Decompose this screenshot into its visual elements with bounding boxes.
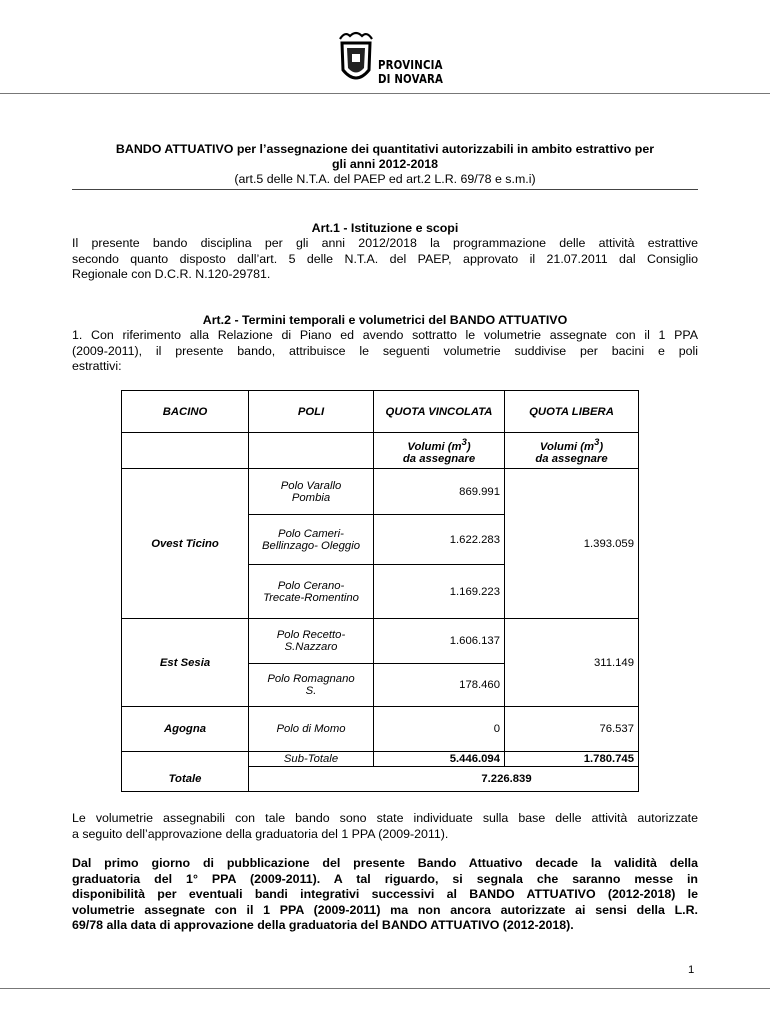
vincolata-cell: 178.460 bbox=[374, 664, 505, 707]
polo-cell: Polo Cameri- Bellinzago- Oleggio bbox=[249, 515, 374, 565]
art1-heading: Art.1 - Istituzione e scopi bbox=[311, 221, 459, 235]
coat-of-arms-icon bbox=[336, 30, 376, 90]
libera-cell: 311.149 bbox=[505, 619, 639, 707]
province-logo bbox=[336, 30, 446, 92]
document-subtitle: (art.5 delle N.T.A. del PAEP ed art.2 L.R. 69/78 e s.m.i) bbox=[234, 172, 536, 186]
total-row bbox=[122, 767, 639, 792]
vincolata-cell: 1.606.137 bbox=[374, 619, 505, 664]
polo-cell: Polo Cerano- Trecate-Romentino bbox=[249, 565, 374, 619]
table-row bbox=[122, 469, 639, 515]
validity-paragraph: Dal primo giorno di pubblicazione del presente Bando Attuativo decade la validità della graduatoria del 1° PPA (2009-2011). A tal riguardo, si segnala che saranno messe in disponibilità per eventuali bandi integrativi successivi al BANDO ATTUATIVO (2012-2018) le volumetrie assegnate con il 1 PPA (2009-2011) ma non ancora autorizzate ai sensi della L.R. 69/78 alla data di approvazione della graduatoria del BANDO ATTUATIVO (2012-2018). bbox=[72, 856, 698, 932]
volumi-vincolata-header: Volumi $(m^3)$ da assegnare bbox=[374, 433, 505, 469]
vincolata-cell: 869.991 bbox=[374, 469, 505, 515]
bacino-cell: Est Sesia bbox=[122, 619, 249, 707]
table-row bbox=[122, 619, 639, 664]
bacino-cell: Ovest Ticino bbox=[122, 469, 249, 619]
libera-cell: 1.393.059 bbox=[505, 469, 639, 619]
after-table-paragraph: Le volumetrie assegnabili con tale bando sono state individuate sulla base delle attività autorizzate a seguito dell’approvazione della graduatoria del 1 PPA (2009-2011). bbox=[72, 811, 698, 841]
polo-cell: Polo Varallo Pombia bbox=[249, 469, 374, 515]
subtotal-vincolata: 5.446.094 bbox=[374, 752, 505, 767]
logo-text: PROVINCIA DI NOVARA bbox=[378, 58, 444, 86]
art2-heading: Art.2 - Termini temporali e volumetrici del BANDO ATTUATIVO bbox=[202, 313, 568, 327]
art1-paragraph: Il presente bando disciplina per gli anni 2012/2018 la programmazione delle attività estrattive secondo quanto disposto dall’art. 5 delle N.T.A. del PAEP, approvato il 21.07.2011 dal Consiglio Regionale con D.C.R. N.120-29781. bbox=[72, 236, 698, 281]
subtotal-libera: 1.780.745 bbox=[505, 752, 639, 767]
volumes-table bbox=[121, 390, 639, 792]
polo-cell: Polo Romagnano S. bbox=[249, 664, 374, 707]
table-row bbox=[122, 707, 639, 752]
header-rule bbox=[0, 93, 770, 94]
vincolata-cell: 1.622.283 bbox=[374, 515, 505, 565]
page-number: 1 bbox=[688, 964, 695, 976]
libera-cell: 76.537 bbox=[505, 707, 639, 752]
total-label: Totale bbox=[122, 767, 249, 792]
vincolata-cell: 0 bbox=[374, 707, 505, 752]
document-title: BANDO ATTUATIVO per l’assegnazione dei quantitativi autorizzabili in ambito estrattivo per gli anni 2012-2018 (art.5 delle N.T.A. del PAEP ed art.2 L.R. 69/78 e s.m.i) bbox=[115, 142, 655, 186]
vincolata-cell: 1.169.223 bbox=[374, 565, 505, 619]
subtotal-label: Sub-Totale bbox=[249, 752, 374, 767]
art2-paragraph: 1. Con riferimento alla Relazione di Piano ed avendo sottratto le volumetrie assegnate con il 1 PPA (2009-2011), il presente bando, attribuisce le seguenti volumetrie suddivise per bacini e poli estrattivi: bbox=[72, 328, 698, 373]
volumi-libera-header: Volumi $(m^3)$ da assegnare bbox=[505, 433, 639, 469]
title-rule bbox=[72, 189, 698, 190]
table-header-row: BACINO POLI QUOTA VINCOLATA QUOTA LIBERA bbox=[122, 391, 639, 433]
polo-cell: Polo Recetto- S.Nazzaro bbox=[249, 619, 374, 664]
bacino-cell: Agogna bbox=[122, 707, 249, 752]
subtotal-row bbox=[122, 752, 639, 767]
polo-cell: Polo di Momo bbox=[249, 707, 374, 752]
footer-rule bbox=[0, 988, 770, 989]
total-value: 7.226.839 bbox=[249, 767, 639, 792]
table-subheader-row bbox=[122, 433, 639, 469]
